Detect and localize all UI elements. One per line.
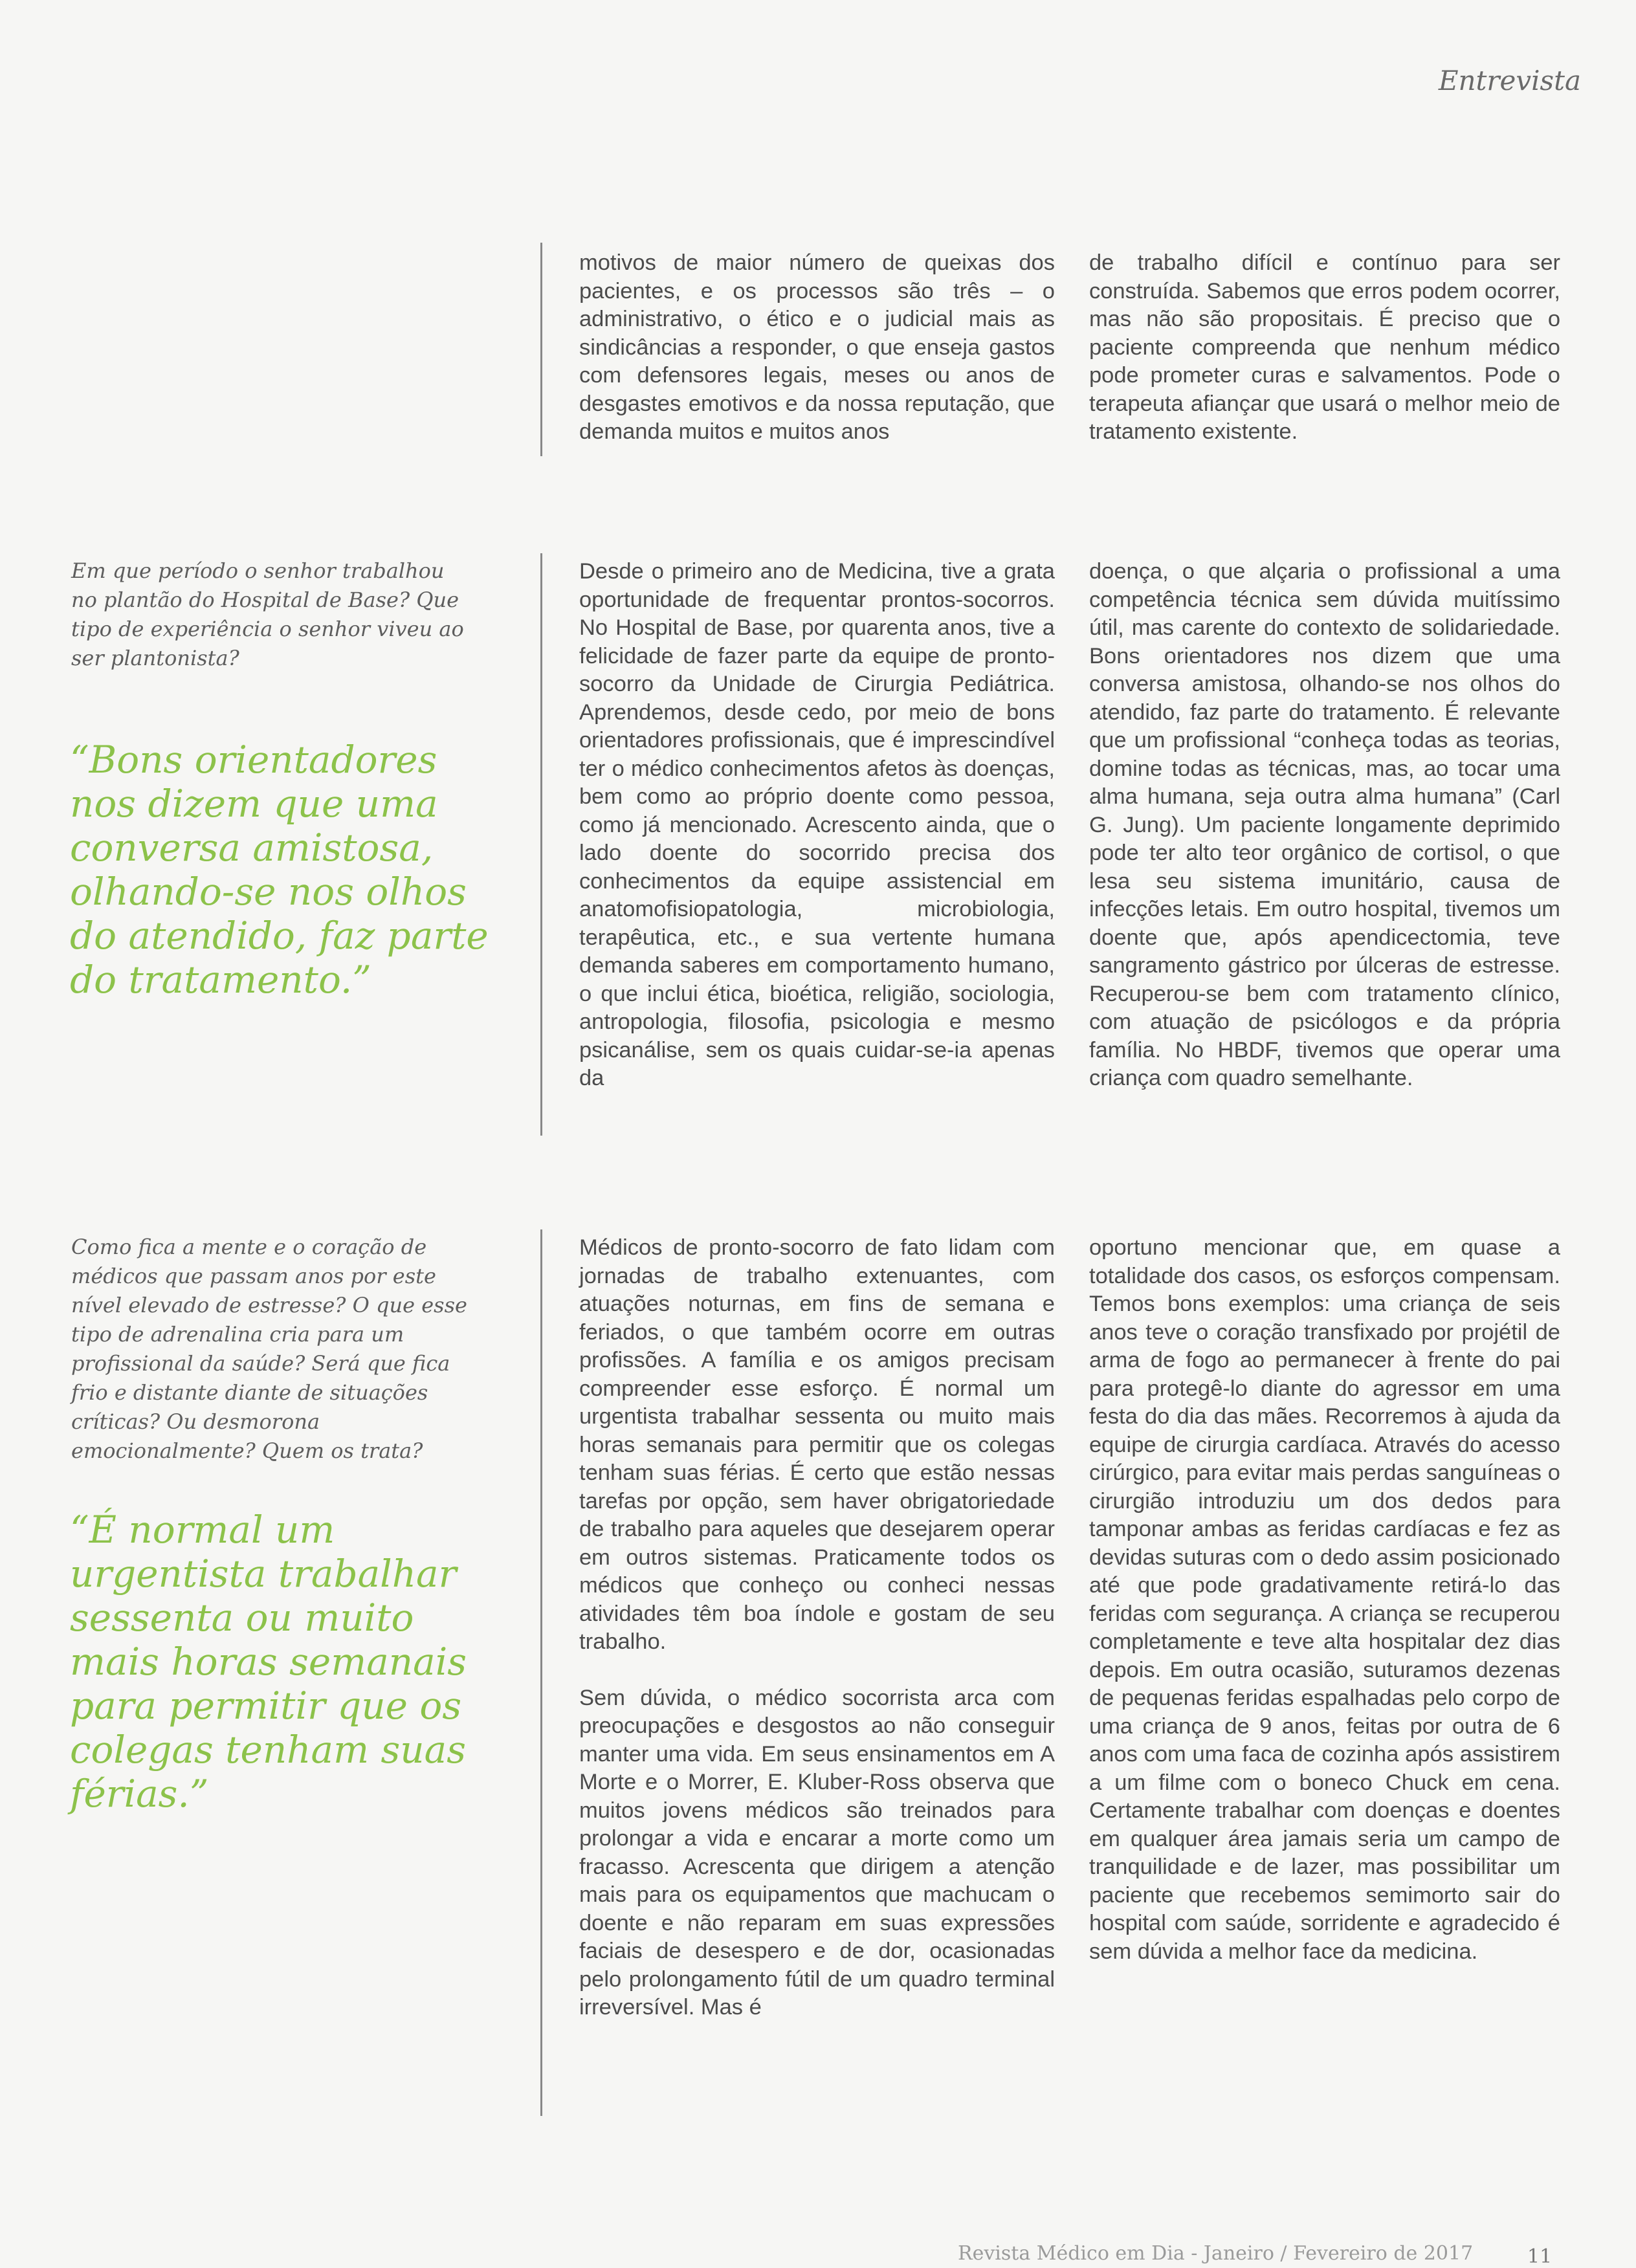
- middle-column-left: [579, 558, 1055, 1093]
- paragraph: Sem dúvida, o médico socorrista arca com preocupações e desgostos ao não conseguir manter uma vida. Em seus ensinamentos em A Morte e o Morrer, E. Kluber-Ross observa que muitos jovens médicos são treinados para prolongar a vida e encarar a morte como um fracasso. Acrescenta que dirigem a atenção mais para os equipamentos que machucam o doente e não reparam em suas expressões faciais de desespero e de dor, ocasionadas pelo prolongamento fútil de um quadro terminal irreversível. Mas é: [579, 1685, 1055, 2020]
- pull-quote: “É normal um urgentista trabalhar sessenta ou muito mais horas semanais para permitir que os colegas tenham suas férias.”: [70, 1508, 467, 1816]
- bottom-column-left: [579, 1234, 1055, 2022]
- paragraph: doença, o que alçaria o profissional a uma competência técnica sem dúvida muitíssimo útil, mas carente do contexto de solidariedade. Bons orientadores nos dizem que uma conversa amistosa, olhando-se nos olhos do atendido, faz parte do tratamento. É relevante que um profissional “conheça todas as teorias, domine todas as técnicas, mas, ao tocar uma alma humana, seja outra alma humana” (Carl G. Jung). Um paciente longamente deprimido pode ter alto teor orgânico de cortisol, o que lesa seu sistema imunitário, causa de infecções letais. Em outro hospital, tivemos um doente que, após apendicectomia, teve sangramento gástrico por úlceras de estresse. Recuperou-se bem com tratamento clínico, com atuação de psicólogos e da própria família. No HBDF, tivemos que operar uma criança com quadro semelhante.: [1089, 559, 1560, 1090]
- pull-quote: “Bons orientadores nos dizem que uma conversa amistosa, olhando-se nos olhos do atendido, faz parte do tratamento.”: [70, 738, 489, 1002]
- middle-column-right: [1089, 558, 1560, 1093]
- paragraph: Médicos de pronto-socorro de fato lidam com jornadas de trabalho extenuantes, com atuações noturnas, em fins de semana e feriados, o que também ocorre em outras profissões. A família e os amigos precisam compreender esse esforço. É normal um urgentista trabalhar sessenta ou muito mais horas semanais para permitir que os colegas tenham suas férias. É certo que estão nessas tarefas por opção, sem haver obrigatoriedade de trabalho para aqueles que desejarem operar em outros sistemas. Praticamente todos os médicos que conheço ou conheci nessas atividades têm boa índole e gostam de seu trabalho.: [579, 1235, 1055, 1654]
- bottom-column-right: [1089, 1234, 1560, 1966]
- paragraph: oportuno mencionar que, em quase a totalidade dos casos, os esforços compensam. Temos bons exemplos: uma criança de seis anos teve o coração transfixado por projétil de arma de fogo ao permanecer à frente do pai para protegê-lo diante do agressor em uma festa do dia das mães. Recorremos à ajuda da equipe de cirurgia cardíaca. Através do acesso cirúrgico, para evitar mais perdas sanguíneas o cirurgião introduziu um dos dedos para tamponar ambas as feridas cardíacas e fez as devidas suturas com o dedo assim posicionado até que pode gradativamente retirá-lo das feridas com segurança. A criança se recuperou completamente e teve alta hospitalar dez dias depois. Em outra ocasião, suturamos dezenas de pequenas feridas espalhadas pelo corpo de uma criança de 9 anos, feitas por outra de 6 anos com uma faca de cozinha após assistirem a um filme com o boneco Chuck em cena. Certamente trabalhar com doenças e doentes em qualquer área jamais seria um campo de tranquilidade e de lazer, mas possibilitar um paciente que recebemos semimorto sair do hospital com saúde, sorridente e agradecido é sem dúvida a melhor face da medicina.: [1089, 1235, 1560, 1964]
- interview-question: Em que período o senhor trabalhou no plantão do Hospital de Base? Que tipo de experiência o senhor viveu ao ser plantonista?: [71, 558, 464, 670]
- paragraph: de trabalho difícil e contínuo para ser construída. Sabemos que erros podem ocorrer, mas não são propositais. É preciso que o paciente compreenda que nenhum médico pode prometer curas e salvamentos. Pode o terapeuta afiançar que usará o melhor meio de tratamento existente.: [1089, 250, 1560, 444]
- top-column-right: [1089, 249, 1560, 446]
- column-divider-top: [540, 243, 542, 456]
- footer-publication: Revista Médico em Dia - Janeiro / Fevereiro de 2017: [958, 2242, 1474, 2265]
- top-column-left: [579, 249, 1055, 446]
- column-divider-middle: [540, 553, 542, 1136]
- paragraph: motivos de maior número de queixas dos pacientes, e os processos são três – o administrativo, o ético e o judicial mais as sindicâncias a responder, o que enseja gastos com defensores legais, meses ou anos de desgastes emotivos e da nossa reputação, que demanda muitos e muitos anos: [579, 250, 1055, 444]
- paragraph: Desde o primeiro ano de Medicina, tive a grata oportunidade de frequentar prontos-socorros. No Hospital de Base, por quarenta anos, tive a felicidade de fazer parte da equipe de pronto-socorro da Unidade de Cirurgia Pediátrica. Aprendemos, desde cedo, por meio de bons orientadores profissionais, que é imprescindível ter o médico conhecimentos afetos às doenças, bem como ao próprio doente como pessoa, como já mencionado. Acrescento ainda, que o lado doente do socorrido precisa dos conhecimentos da equipe assistencial em anatomofisiopatologia, microbiologia, terapêutica, etc., e sua vertente humana demanda saberes em comportamento humano, o que inclui ética, bioética, religião, sociologia, antropologia, filosofia, psicologia e mesmo psicanálise, sem os quais cuidar-se-ia apenas da: [579, 559, 1055, 1090]
- section-label: Entrevista: [1438, 65, 1581, 96]
- column-divider-bottom: [540, 1229, 542, 2116]
- interview-question: Como fica a mente e o coração de médicos que passam anos por este nível elevado de estresse? O que esse tipo de adrenalina cria para um profissional da saúde? Será que fica frio e distante diante de situações críticas? Ou desmorona emocionalmente? Quem os trata?: [71, 1235, 467, 1463]
- page-number: 11: [1527, 2245, 1553, 2268]
